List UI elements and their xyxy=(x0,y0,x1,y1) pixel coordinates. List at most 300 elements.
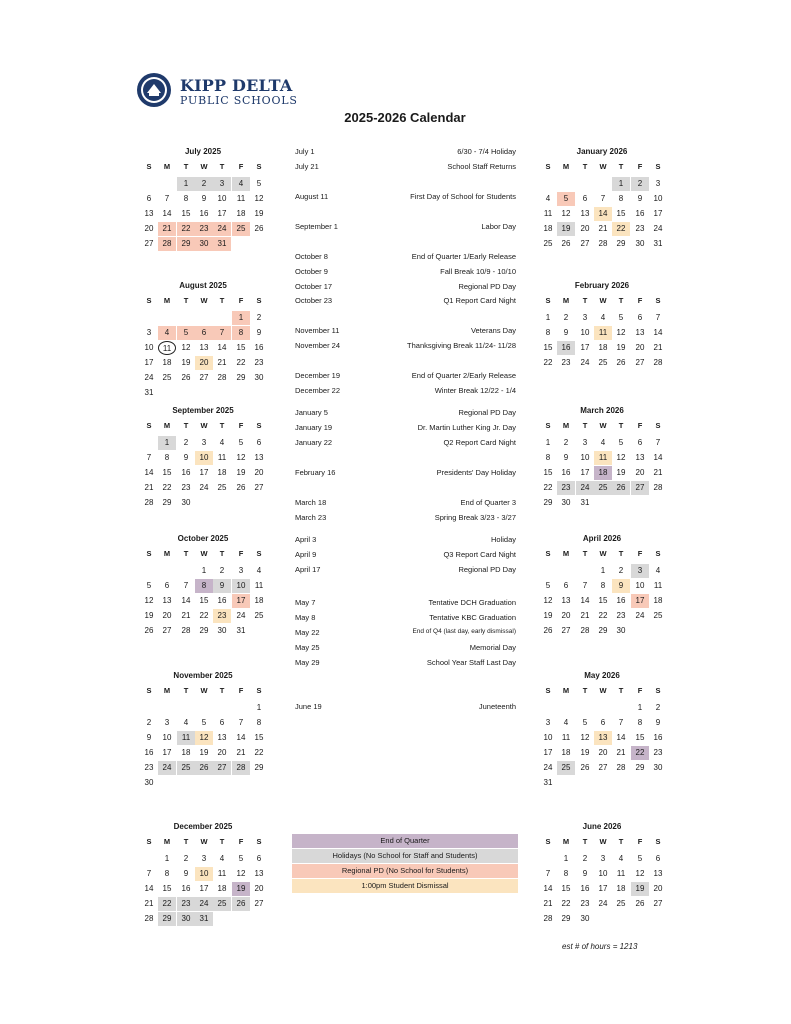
weekday-label: S xyxy=(256,421,262,430)
calendar-day: 21 xyxy=(580,611,590,620)
calendar-day: 21 xyxy=(616,748,626,757)
weekday-label: T xyxy=(183,549,189,558)
legend-item: 1:00pm Student Dismissal xyxy=(292,879,518,893)
month-calendar xyxy=(539,406,665,526)
calendar-day: 4 xyxy=(545,194,551,203)
weekday-label: W xyxy=(599,549,607,558)
event-date: April 3 xyxy=(295,535,317,544)
calendar-day: 20 xyxy=(635,468,645,477)
calendar-day: 12 xyxy=(236,869,246,878)
calendar-day: 20 xyxy=(254,884,264,893)
weekday-label: S xyxy=(545,686,551,695)
event-description: End of Quarter 1/Early Release xyxy=(411,252,516,261)
event-description: Q2 Report Card Night xyxy=(443,438,516,447)
weekday-label: S xyxy=(146,549,152,558)
calendar-day: 25 xyxy=(594,481,612,495)
calendar-day: 18 xyxy=(181,748,191,757)
month-title: March 2026 xyxy=(580,406,624,415)
calendar-day: 7 xyxy=(146,453,152,462)
weekday-label: S xyxy=(655,837,661,846)
weekday-label: T xyxy=(183,837,189,846)
calendar-day: 3 xyxy=(201,438,207,447)
calendar-day: 23 xyxy=(213,609,231,623)
calendar-day: 6 xyxy=(655,854,661,863)
weekday-label: T xyxy=(183,296,189,305)
weekday-label: F xyxy=(637,296,643,305)
weekday-label: T xyxy=(219,162,225,171)
calendar-day: 10 xyxy=(580,328,590,337)
hours-estimate-note: est # of hours = 1213 xyxy=(562,942,638,951)
calendar-day: 22 xyxy=(236,358,246,367)
event-description: School Staff Returns xyxy=(447,162,516,171)
calendar-day: 1 xyxy=(612,177,630,191)
calendar-day: 8 xyxy=(600,581,606,590)
calendar-day: 17 xyxy=(232,594,250,608)
event-description: Fall Break 10/9 - 10/10 xyxy=(440,267,516,276)
calendar-day: 20 xyxy=(254,468,264,477)
weekday-label: W xyxy=(599,162,607,171)
calendar-day: 29 xyxy=(199,626,209,635)
calendar-day: 11 xyxy=(177,731,195,745)
calendar-day: 3 xyxy=(582,313,588,322)
calendar-day: 3 xyxy=(213,177,231,191)
calendar-day: 4 xyxy=(563,718,569,727)
event-date: December 22 xyxy=(295,386,341,395)
calendar-day: 18 xyxy=(616,884,626,893)
calendar-day: 2 xyxy=(655,703,661,712)
calendar-day: 18 xyxy=(561,748,571,757)
weekday-label: S xyxy=(655,162,661,171)
weekday-label: M xyxy=(562,421,570,430)
calendar-day: 19 xyxy=(181,358,191,367)
calendar-day: 22 xyxy=(162,483,172,492)
calendar-day: 10 xyxy=(144,343,154,352)
calendar-day: 31 xyxy=(144,388,154,397)
calendar-day: 17 xyxy=(580,343,590,352)
calendar-day: 29 xyxy=(543,498,553,507)
weekday-label: S xyxy=(146,686,152,695)
calendar-day: 9 xyxy=(563,453,569,462)
calendar-day: 14 xyxy=(594,207,612,221)
calendar-day: 16 xyxy=(580,884,590,893)
event-date: November 24 xyxy=(295,341,341,350)
calendar-day: 13 xyxy=(162,596,172,605)
calendar-day: 29 xyxy=(162,498,172,507)
calendar-day: 23 xyxy=(616,611,626,620)
weekday-label: T xyxy=(183,421,189,430)
calendar-day: 8 xyxy=(637,718,643,727)
event-description: 6/30 - 7/4 Holiday xyxy=(457,147,516,156)
event-description: Veterans Day xyxy=(470,326,516,335)
calendar-day: 23 xyxy=(561,358,571,367)
calendar-day: 18 xyxy=(653,596,663,605)
calendar-day: 16 xyxy=(561,468,571,477)
calendar-day: 22 xyxy=(158,897,176,911)
calendar-day: 9 xyxy=(582,869,588,878)
weekday-label: M xyxy=(562,296,570,305)
calendar-day: 8 xyxy=(256,718,262,727)
weekday-label: W xyxy=(200,837,208,846)
calendar-day: 24 xyxy=(213,222,231,236)
calendar-day: 11 xyxy=(217,453,227,462)
weekday-label: M xyxy=(163,549,171,558)
calendar-day: 5 xyxy=(201,718,207,727)
calendar-day: 27 xyxy=(580,239,590,248)
calendar-day: 2 xyxy=(219,566,225,575)
calendar-day: 11 xyxy=(594,326,612,340)
org-name: KIPP DELTA xyxy=(180,76,293,95)
event-date: July 21 xyxy=(295,162,319,171)
calendar-day: 26 xyxy=(635,899,645,908)
weekday-label: F xyxy=(637,837,643,846)
calendar-day: 1 xyxy=(158,436,176,450)
calendar-day: 19 xyxy=(631,882,649,896)
calendar-day: 18 xyxy=(162,358,172,367)
calendar-day: 3 xyxy=(545,718,551,727)
calendar-day: 7 xyxy=(183,581,189,590)
calendar-day: 14 xyxy=(543,884,553,893)
calendar-day: 19 xyxy=(616,343,626,352)
calendar-day: 16 xyxy=(635,209,645,218)
calendar-day: 13 xyxy=(594,731,612,745)
calendar-day: 15 xyxy=(181,209,191,218)
weekday-label: T xyxy=(219,837,225,846)
calendar-day: 30 xyxy=(195,237,213,251)
calendar-day: 29 xyxy=(236,373,246,382)
event-date: April 17 xyxy=(295,565,321,574)
calendar-day: 26 xyxy=(236,483,246,492)
calendar-day: 20 xyxy=(144,224,154,233)
calendar-day: 21 xyxy=(217,358,227,367)
weekday-label: S xyxy=(545,162,551,171)
calendar-day: 5 xyxy=(582,718,588,727)
weekday-label: S xyxy=(655,686,661,695)
calendar-day: 11 xyxy=(236,194,246,203)
calendar-day: 5 xyxy=(637,854,643,863)
calendar-day: 18 xyxy=(217,468,227,477)
calendar-day: 18 xyxy=(543,224,553,233)
calendar-day: 15 xyxy=(616,209,626,218)
calendar-day: 15 xyxy=(598,596,608,605)
calendar-day: 25 xyxy=(616,899,626,908)
calendar-day: 23 xyxy=(254,358,264,367)
calendar-day: 21 xyxy=(653,343,663,352)
calendar-day: 24 xyxy=(653,224,663,233)
calendar-day: 5 xyxy=(177,326,195,340)
calendar-day: 9 xyxy=(201,194,207,203)
weekday-label: F xyxy=(238,162,244,171)
calendar-day: 25 xyxy=(653,611,663,620)
weekday-label: F xyxy=(637,162,643,171)
calendar-day: 24 xyxy=(543,763,553,772)
calendar-day: 7 xyxy=(238,718,244,727)
calendar-day: 22 xyxy=(631,746,649,760)
calendar-day: 29 xyxy=(177,237,195,251)
weekday-label: W xyxy=(200,549,208,558)
calendar-day: 29 xyxy=(635,763,645,772)
calendar-day: 14 xyxy=(653,453,663,462)
event-description: First Day of School for Students xyxy=(410,192,516,201)
calendar-day: 14 xyxy=(162,209,172,218)
calendar-day: 25 xyxy=(217,483,227,492)
weekday-label: T xyxy=(183,162,189,171)
calendar-day: 28 xyxy=(543,914,553,923)
weekday-label: W xyxy=(599,296,607,305)
calendar-day: 23 xyxy=(177,897,195,911)
weekday-label: S xyxy=(655,549,661,558)
calendar-day: 12 xyxy=(181,343,191,352)
calendar-day: 10 xyxy=(653,194,663,203)
calendar-day: 31 xyxy=(213,237,231,251)
calendar-day: 30 xyxy=(580,914,590,923)
calendar-day: 30 xyxy=(561,498,571,507)
calendar-day: 15 xyxy=(561,884,571,893)
calendar-day: 30 xyxy=(653,763,663,772)
calendar-day: 21 xyxy=(543,899,553,908)
calendar-day: 4 xyxy=(655,566,661,575)
calendar-day: 11 xyxy=(561,733,571,742)
calendar-day: 9 xyxy=(256,328,262,337)
calendar-day: 29 xyxy=(616,239,626,248)
month-calendar xyxy=(539,281,665,401)
calendar-day: 5 xyxy=(238,854,244,863)
calendar-day: 14 xyxy=(217,343,227,352)
calendar-day: 25 xyxy=(162,373,172,382)
calendar-day: 12 xyxy=(580,733,590,742)
calendar-day: 21 xyxy=(598,224,608,233)
event-description: Labor Day xyxy=(481,222,516,231)
weekday-label: T xyxy=(618,837,624,846)
calendar-day: 27 xyxy=(199,373,209,382)
event-date: May 8 xyxy=(295,613,316,622)
weekday-label: T xyxy=(582,162,588,171)
calendar-day: 8 xyxy=(545,328,551,337)
event-description: Q1 Report Card Night xyxy=(443,296,516,305)
weekday-label: W xyxy=(599,421,607,430)
calendar-day: 4 xyxy=(183,718,189,727)
calendar-day: 4 xyxy=(600,313,606,322)
calendar-day: 1 xyxy=(232,311,250,325)
calendar-day: 24 xyxy=(158,761,176,775)
calendar-day: 14 xyxy=(616,733,626,742)
month-title: August 2025 xyxy=(179,281,227,290)
calendar-day: 19 xyxy=(236,468,246,477)
calendar-day: 28 xyxy=(616,763,626,772)
calendar-day: 30 xyxy=(254,373,264,382)
calendar-day: 17 xyxy=(543,748,553,757)
calendar-day: 21 xyxy=(144,899,154,908)
weekday-label: F xyxy=(238,549,244,558)
calendar-day: 1 xyxy=(256,703,262,712)
weekday-label: F xyxy=(637,549,643,558)
calendar-day: 25 xyxy=(177,761,195,775)
calendar-day: 20 xyxy=(653,884,663,893)
calendar-day: 23 xyxy=(635,224,645,233)
calendar-day: 31 xyxy=(543,778,553,787)
calendar-day: 22 xyxy=(177,222,195,236)
calendar-day: 13 xyxy=(635,328,645,337)
event-date: January 5 xyxy=(295,408,328,417)
calendar-day: 16 xyxy=(181,468,191,477)
event-date: August 11 xyxy=(295,192,329,201)
weekday-label: T xyxy=(582,837,588,846)
calendar-day: 18 xyxy=(236,209,246,218)
calendar-day: 27 xyxy=(162,626,172,635)
calendar-day: 5 xyxy=(545,581,551,590)
weekday-label: T xyxy=(219,549,225,558)
calendar-day: 17 xyxy=(631,594,649,608)
calendar-day: 22 xyxy=(254,748,264,757)
calendar-day: 24 xyxy=(598,899,608,908)
weekday-label: M xyxy=(562,837,570,846)
month-calendar xyxy=(140,147,266,267)
calendar-day: 4 xyxy=(256,566,262,575)
calendar-day: 5 xyxy=(256,179,262,188)
calendar-day: 2 xyxy=(582,854,588,863)
month-title: January 2026 xyxy=(576,147,628,156)
event-description: Spring Break 3/23 - 3/27 xyxy=(434,513,516,522)
calendar-day: 16 xyxy=(144,748,154,757)
month-title: October 2025 xyxy=(177,534,229,543)
weekday-label: M xyxy=(163,837,171,846)
calendar-day: 22 xyxy=(199,611,209,620)
calendar-day: 19 xyxy=(616,468,626,477)
calendar-day: 13 xyxy=(144,209,154,218)
legend-item: Regional PD (No School for Students) xyxy=(292,864,518,878)
month-calendar xyxy=(539,822,665,942)
calendar-day: 12 xyxy=(616,453,626,462)
calendar-day: 17 xyxy=(653,209,663,218)
calendar-day: 24 xyxy=(199,483,209,492)
calendar-day: 3 xyxy=(164,718,170,727)
event-description: School Year Staff Last Day xyxy=(426,658,516,667)
calendar-day: 31 xyxy=(653,239,663,248)
calendar-day: 11 xyxy=(616,869,626,878)
calendar-day: 27 xyxy=(635,358,645,367)
calendar-day: 8 xyxy=(563,869,569,878)
event-date: September 1 xyxy=(295,222,338,231)
calendar-day: 7 xyxy=(618,718,624,727)
weekday-label: S xyxy=(545,837,551,846)
calendar-day: 29 xyxy=(254,763,264,772)
calendar-day: 4 xyxy=(219,438,225,447)
event-description: Holiday xyxy=(490,535,516,544)
calendar-day: 28 xyxy=(598,239,608,248)
calendar-day: 3 xyxy=(238,566,244,575)
event-description: End of Quarter 3 xyxy=(460,498,516,507)
calendar-day: 2 xyxy=(183,438,189,447)
weekday-label: T xyxy=(618,296,624,305)
calendar-day: 27 xyxy=(213,761,231,775)
weekday-label: T xyxy=(183,686,189,695)
month-calendar xyxy=(539,147,665,267)
weekday-label: F xyxy=(238,837,244,846)
calendar-day: 13 xyxy=(561,596,571,605)
calendar-day: 5 xyxy=(238,438,244,447)
calendar-day: 10 xyxy=(195,451,213,465)
calendar-day: 12 xyxy=(254,194,264,203)
event-description: Regional PD Day xyxy=(458,282,516,291)
month-title: December 2025 xyxy=(173,822,233,831)
calendar-day: 10 xyxy=(543,733,553,742)
event-date: October 9 xyxy=(295,267,328,276)
event-date: May 29 xyxy=(295,658,320,667)
calendar-day: 12 xyxy=(635,869,645,878)
calendar-day: 19 xyxy=(232,882,250,896)
calendar-day: 13 xyxy=(653,869,663,878)
month-title: February 2026 xyxy=(574,281,630,290)
calendar-day: 24 xyxy=(576,481,594,495)
calendar-day: 10 xyxy=(232,579,250,593)
calendar-day: 12 xyxy=(616,328,626,337)
calendar-day: 5 xyxy=(146,581,152,590)
calendar-day: 18 xyxy=(594,466,612,480)
calendar-day: 4 xyxy=(618,854,624,863)
school-seal-icon xyxy=(136,72,172,108)
weekday-label: T xyxy=(219,421,225,430)
calendar-day: 3 xyxy=(146,328,152,337)
event-description: Winter Break 12/22 - 1/4 xyxy=(434,386,516,395)
event-description: Tentative KBC Graduation xyxy=(429,613,516,622)
month-calendar xyxy=(140,822,266,942)
month-title: April 2026 xyxy=(582,534,622,543)
calendar-day: 27 xyxy=(631,481,649,495)
calendar-day: 14 xyxy=(144,884,154,893)
calendar-day: 31 xyxy=(195,912,213,926)
org-subtitle: PUBLIC SCHOOLS xyxy=(180,94,298,107)
legend-item: End of Quarter xyxy=(292,834,518,848)
calendar-day: 14 xyxy=(653,328,663,337)
calendar-day: 24 xyxy=(236,611,246,620)
event-date: May 25 xyxy=(295,643,320,652)
school-logo xyxy=(136,72,306,112)
calendar-day: 7 xyxy=(582,581,588,590)
calendar-day: 6 xyxy=(146,194,152,203)
calendar-day: 24 xyxy=(635,611,645,620)
calendar-day: 17 xyxy=(199,884,209,893)
calendar-day: 28 xyxy=(181,626,191,635)
calendar-day: 24 xyxy=(580,358,590,367)
calendar-day: 6 xyxy=(219,718,225,727)
calendar-day: 19 xyxy=(580,748,590,757)
event-description: Regional PD Day xyxy=(458,408,516,417)
weekday-label: W xyxy=(599,837,607,846)
calendar-day: 8 xyxy=(545,453,551,462)
calendar-day: 9 xyxy=(146,733,152,742)
calendar-day: 10 xyxy=(580,453,590,462)
event-date: May 22 xyxy=(295,628,320,637)
calendar-day: 20 xyxy=(635,343,645,352)
event-description: Regional PD Day xyxy=(458,565,516,574)
event-date: January 19 xyxy=(295,423,333,432)
calendar-day: 2 xyxy=(618,566,624,575)
calendar-day: 18 xyxy=(254,596,264,605)
calendar-day: 23 xyxy=(653,748,663,757)
calendar-day: 21 xyxy=(144,483,154,492)
calendar-day: 9 xyxy=(183,453,189,462)
calendar-day: 17 xyxy=(580,468,590,477)
calendar-day: 20 xyxy=(580,224,590,233)
calendar-day: 26 xyxy=(195,761,213,775)
calendar-day: 28 xyxy=(217,373,227,382)
calendar-day: 26 xyxy=(232,897,250,911)
calendar-day: 21 xyxy=(181,611,191,620)
month-calendar xyxy=(140,534,266,654)
calendar-day: 6 xyxy=(563,581,569,590)
weekday-label: T xyxy=(582,686,588,695)
weekday-label: S xyxy=(146,296,152,305)
calendar-day: 22 xyxy=(561,899,571,908)
